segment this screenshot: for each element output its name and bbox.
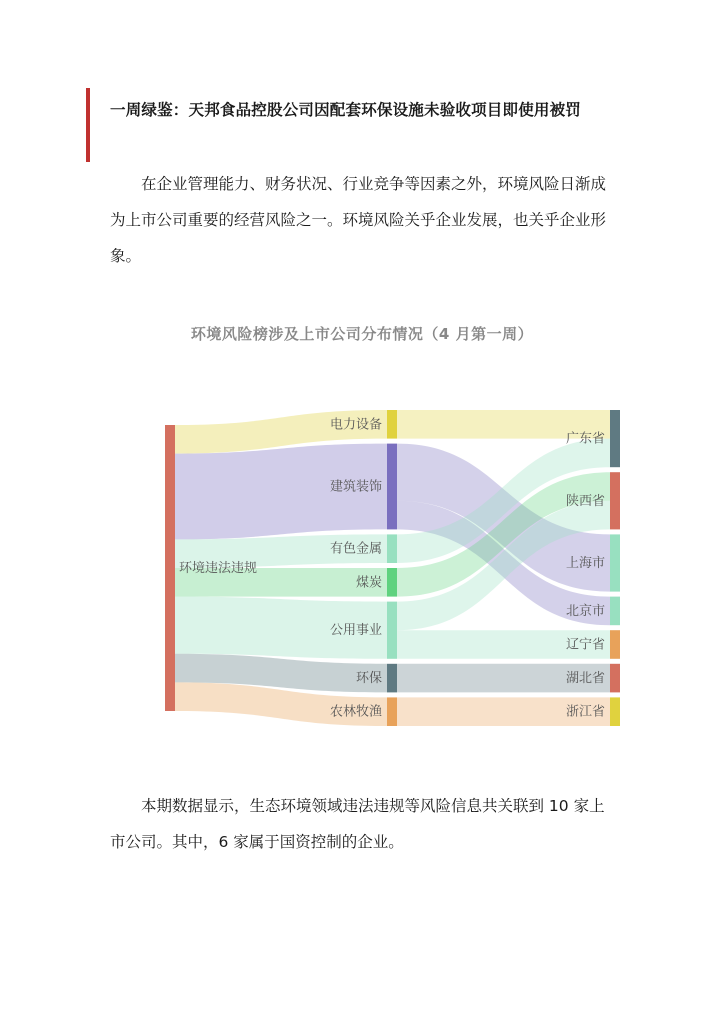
sankey-node-label: 上海市	[565, 556, 605, 571]
title-accent-bar	[86, 88, 90, 162]
sankey-node	[610, 534, 620, 591]
sankey-node-label: 浙江省	[565, 704, 605, 720]
sankey-node	[610, 697, 620, 726]
sankey-node-label: 建筑装饰	[329, 479, 382, 495]
sankey-node-label: 环境违法违规	[179, 561, 258, 576]
sankey-node-label: 湖北省	[565, 671, 605, 687]
sankey-node-label: 煤炭	[355, 575, 382, 591]
sankey-node-label: 有色金属	[329, 541, 382, 557]
sankey-node	[610, 597, 620, 626]
sankey-node-label: 北京市	[565, 603, 605, 619]
sankey-node	[387, 444, 397, 530]
sankey-node-label: 农林牧渔	[329, 704, 382, 720]
sankey-node	[387, 697, 397, 726]
sankey-node	[387, 664, 397, 693]
article-title: 一周绿鉴：天邦食品控股公司因配套环保设施未验收项目即使用被罚	[110, 101, 582, 119]
article-title-block	[86, 88, 626, 162]
sankey-node	[387, 602, 397, 659]
sankey-node-label: 陕西省	[565, 493, 605, 509]
sankey-node	[387, 534, 397, 563]
sankey-node	[610, 410, 620, 467]
sankey-node	[610, 472, 620, 529]
sankey-node	[610, 630, 620, 659]
intro-paragraph: 在企业管理能力、财务状况、行业竞争等因素之外，环境风险日渐成为上市公司重要的经营风险之一。环境风险关乎企业发展，也关乎企业形象。	[110, 175, 607, 265]
sankey-node	[165, 425, 175, 711]
sankey-node-label: 辽宁省	[565, 637, 605, 653]
sankey-node	[610, 664, 620, 693]
sankey-node-label: 电力设备	[329, 417, 382, 433]
chart-title: 环境风险榜涉及上市公司分布情况（4 月第一周）	[190, 325, 534, 343]
sankey-node-label: 公用事业	[329, 623, 382, 639]
sankey-node	[387, 410, 397, 439]
sankey-node	[387, 568, 397, 597]
sankey-chart	[0, 395, 724, 740]
sankey-node-label: 广东省	[565, 431, 605, 447]
sankey-node-label: 环保	[355, 671, 382, 687]
summary-paragraph: 本期数据显示，生态环境领域违法违规等风险信息共关联到 10 家上市公司。其中，6 家属于国资控制的企业。	[110, 797, 605, 851]
